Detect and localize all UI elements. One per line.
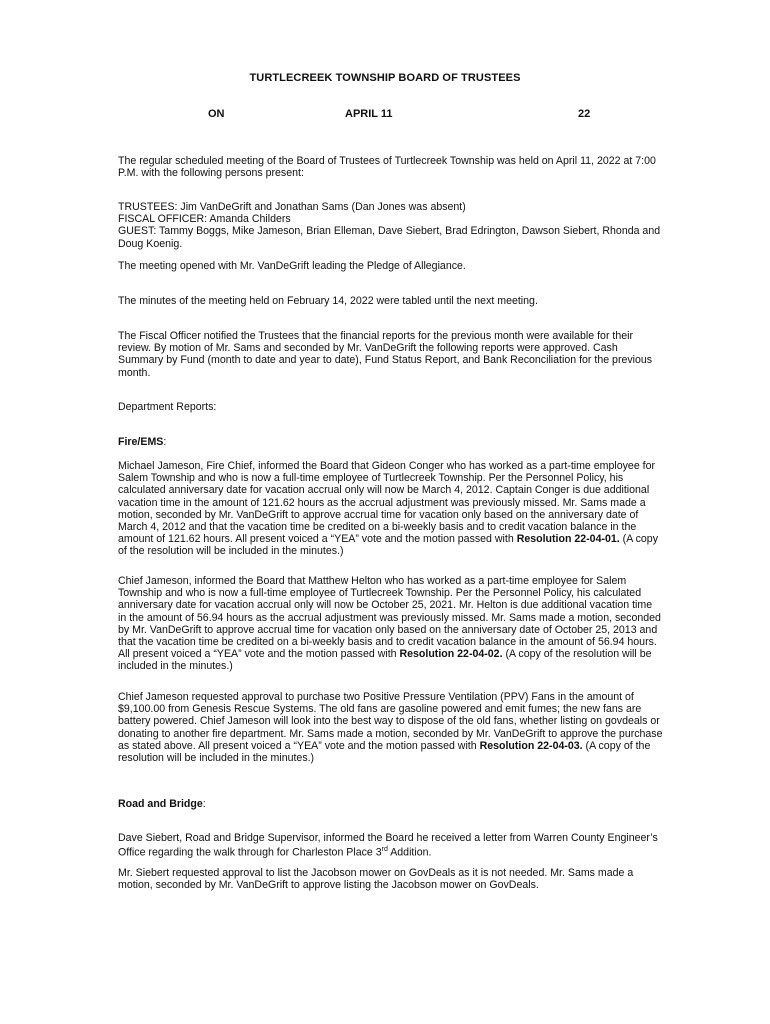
dateline-year: 22 — [578, 108, 591, 120]
trustees-line: TRUSTEES: Jim VanDeGrift and Jonathan Sams (Dan Jones was absent) — [118, 201, 466, 213]
guest-line: GUEST: Tammy Boggs, Mike Jameson, Brian Elleman, Dave Siebert, Brad Edrington, Dawson Siebert, Rhonda and Doug Koenig. — [118, 225, 661, 250]
road-paragraph-1-tail: Addition. — [387, 846, 432, 859]
road-paragraph-1 — [118, 832, 663, 859]
fire-paragraph-2 — [118, 575, 663, 673]
fiscal-officer-line: FISCAL OFFICER: Amanda Childers — [118, 213, 291, 226]
resolution-22-04-02: Resolution 22-04-02. — [399, 648, 503, 661]
intro-paragraph: The regular scheduled meeting of the Board of Trustees of Turtlecreek Township was held on April 11, 2022 at 7:00 P.M. with the following persons present: — [118, 155, 656, 180]
minutes-paragraph: The minutes of the meeting held on February 14, 2022 were tabled until the next meeting. — [118, 295, 538, 307]
fire-paragraph-3 — [118, 691, 663, 764]
dateline-on: ON — [208, 108, 225, 120]
fire-paragraph-2-text: Chief Jameson, informed the Board that Matthew Helton who has worked as a part-time employee for Salem Township and who is now a full-time employee of Turtlecreek Township. Per the Personnel Policy, his calculated anniversary date for vacation accrual only will now be October 25, 2021. Mr. Helton is due additional vacation time in the amount of 56.94 hours as the accrual adjustment was previously missed. Mr. Sams made a motion, seconded by Mr. VanDeGrift to approve accrual time for vacation only based on the anniversary date of October 25, 2013 and that the vacation time be credited on a bi-weekly basis and to credit vacation balance in the amount of 56.94 hours. All present voiced a “YEA” vote and the motion passed with — [118, 575, 661, 661]
fire-paragraph-1-tail: (A copy of the resolution will be included in the minutes.) — [118, 533, 658, 558]
fire-ems-heading — [118, 436, 663, 448]
department-reports-heading: Department Reports: — [118, 401, 217, 413]
pledge-paragraph: The meeting opened with Mr. VanDeGrift leading the Pledge of Allegiance. — [118, 260, 466, 272]
resolution-22-04-03: Resolution 22-04-03. — [479, 739, 583, 752]
fire-paragraph-2-tail: (A copy of the resolution will be included in the minutes.) — [118, 648, 652, 673]
road-bridge-colon: : — [202, 798, 206, 810]
road-paragraph-1-text: Dave Siebert, Road and Bridge Supervisor, informed the Board he received a letter from Warren County Engineer’s Office regarding the walk through for Charleston Place 3 — [118, 832, 658, 859]
dateline-date: APRIL 11 — [345, 108, 393, 120]
document-title: TURTLECREEK TOWNSHIP BOARD OF TRUSTEES — [249, 72, 521, 84]
attendance-block — [118, 201, 663, 250]
road-bridge-heading — [118, 798, 663, 810]
fire-ems-colon: : — [163, 436, 167, 448]
financial-paragraph: The Fiscal Officer notified the Trustees that the financial reports for the previous month were available for their review. By motion of Mr. Sams and seconded by Mr. VanDeGrift the following reports were approved. Cash Summary by Fund (month to date and year to date), Fund Status Report, and Bank Reconciliation for the previous month. — [118, 330, 653, 379]
fire-ems-heading-text: Fire/EMS — [118, 436, 164, 448]
road-bridge-heading-text: Road and Bridge — [118, 798, 203, 810]
ordinal-superscript: rd — [381, 846, 388, 854]
resolution-22-04-01: Resolution 22-04-01. — [516, 533, 620, 546]
fire-paragraph-3-tail: (A copy of the resolution will be included in the minutes.) — [118, 739, 651, 765]
fire-paragraph-1 — [118, 460, 663, 558]
fire-paragraph-3-text: Chief Jameson requested approval to purchase two Positive Pressure Ventilation (PPV) Fans in the amount of $9,100.00 from Genesis Rescue Systems. The old fans are gasoline powered and emit fumes; the new fans are battery powered. Chief Jameson will look into the best way to dispose of the old fans, whether listing on govdeals or donating to another fire department. Mr. Sams made a motion, seconded by Mr. VanDeGrift to approve the purchase as stated above. All present voiced a “YEA” vote and the motion passed with — [118, 691, 663, 752]
road-paragraph-2: Mr. Siebert requested approval to list the Jacobson mower on GovDeals as it is not needed. Mr. Sams made a motion, seconded by Mr. VanDeGrift to approve listing the Jacobson mower on GovDeals. — [118, 867, 634, 892]
fire-paragraph-1-text: Michael Jameson, Fire Chief, informed the Board that Gideon Conger who has worked as a part-time employee for Salem Township and who is now a full-time employee of Turtlecreek Township. Per the Personnel Policy, his calculated anniversary date for vacation accrual only will now be March 4, 2012. Captain Conger is due additional vacation time in the amount of 121.62 hours as the accrual adjustment was previously missed. Mr. Sams made a motion, seconded by Mr. VanDeGrift to approve accrual time for vacation only based on the anniversary date of March 4, 2012 and that the vacation time be credited on a bi-weekly basis and to credit vacation balance in the amount of 121.62 hours. All present voiced a “YEA” vote and the motion passed with — [118, 460, 656, 546]
